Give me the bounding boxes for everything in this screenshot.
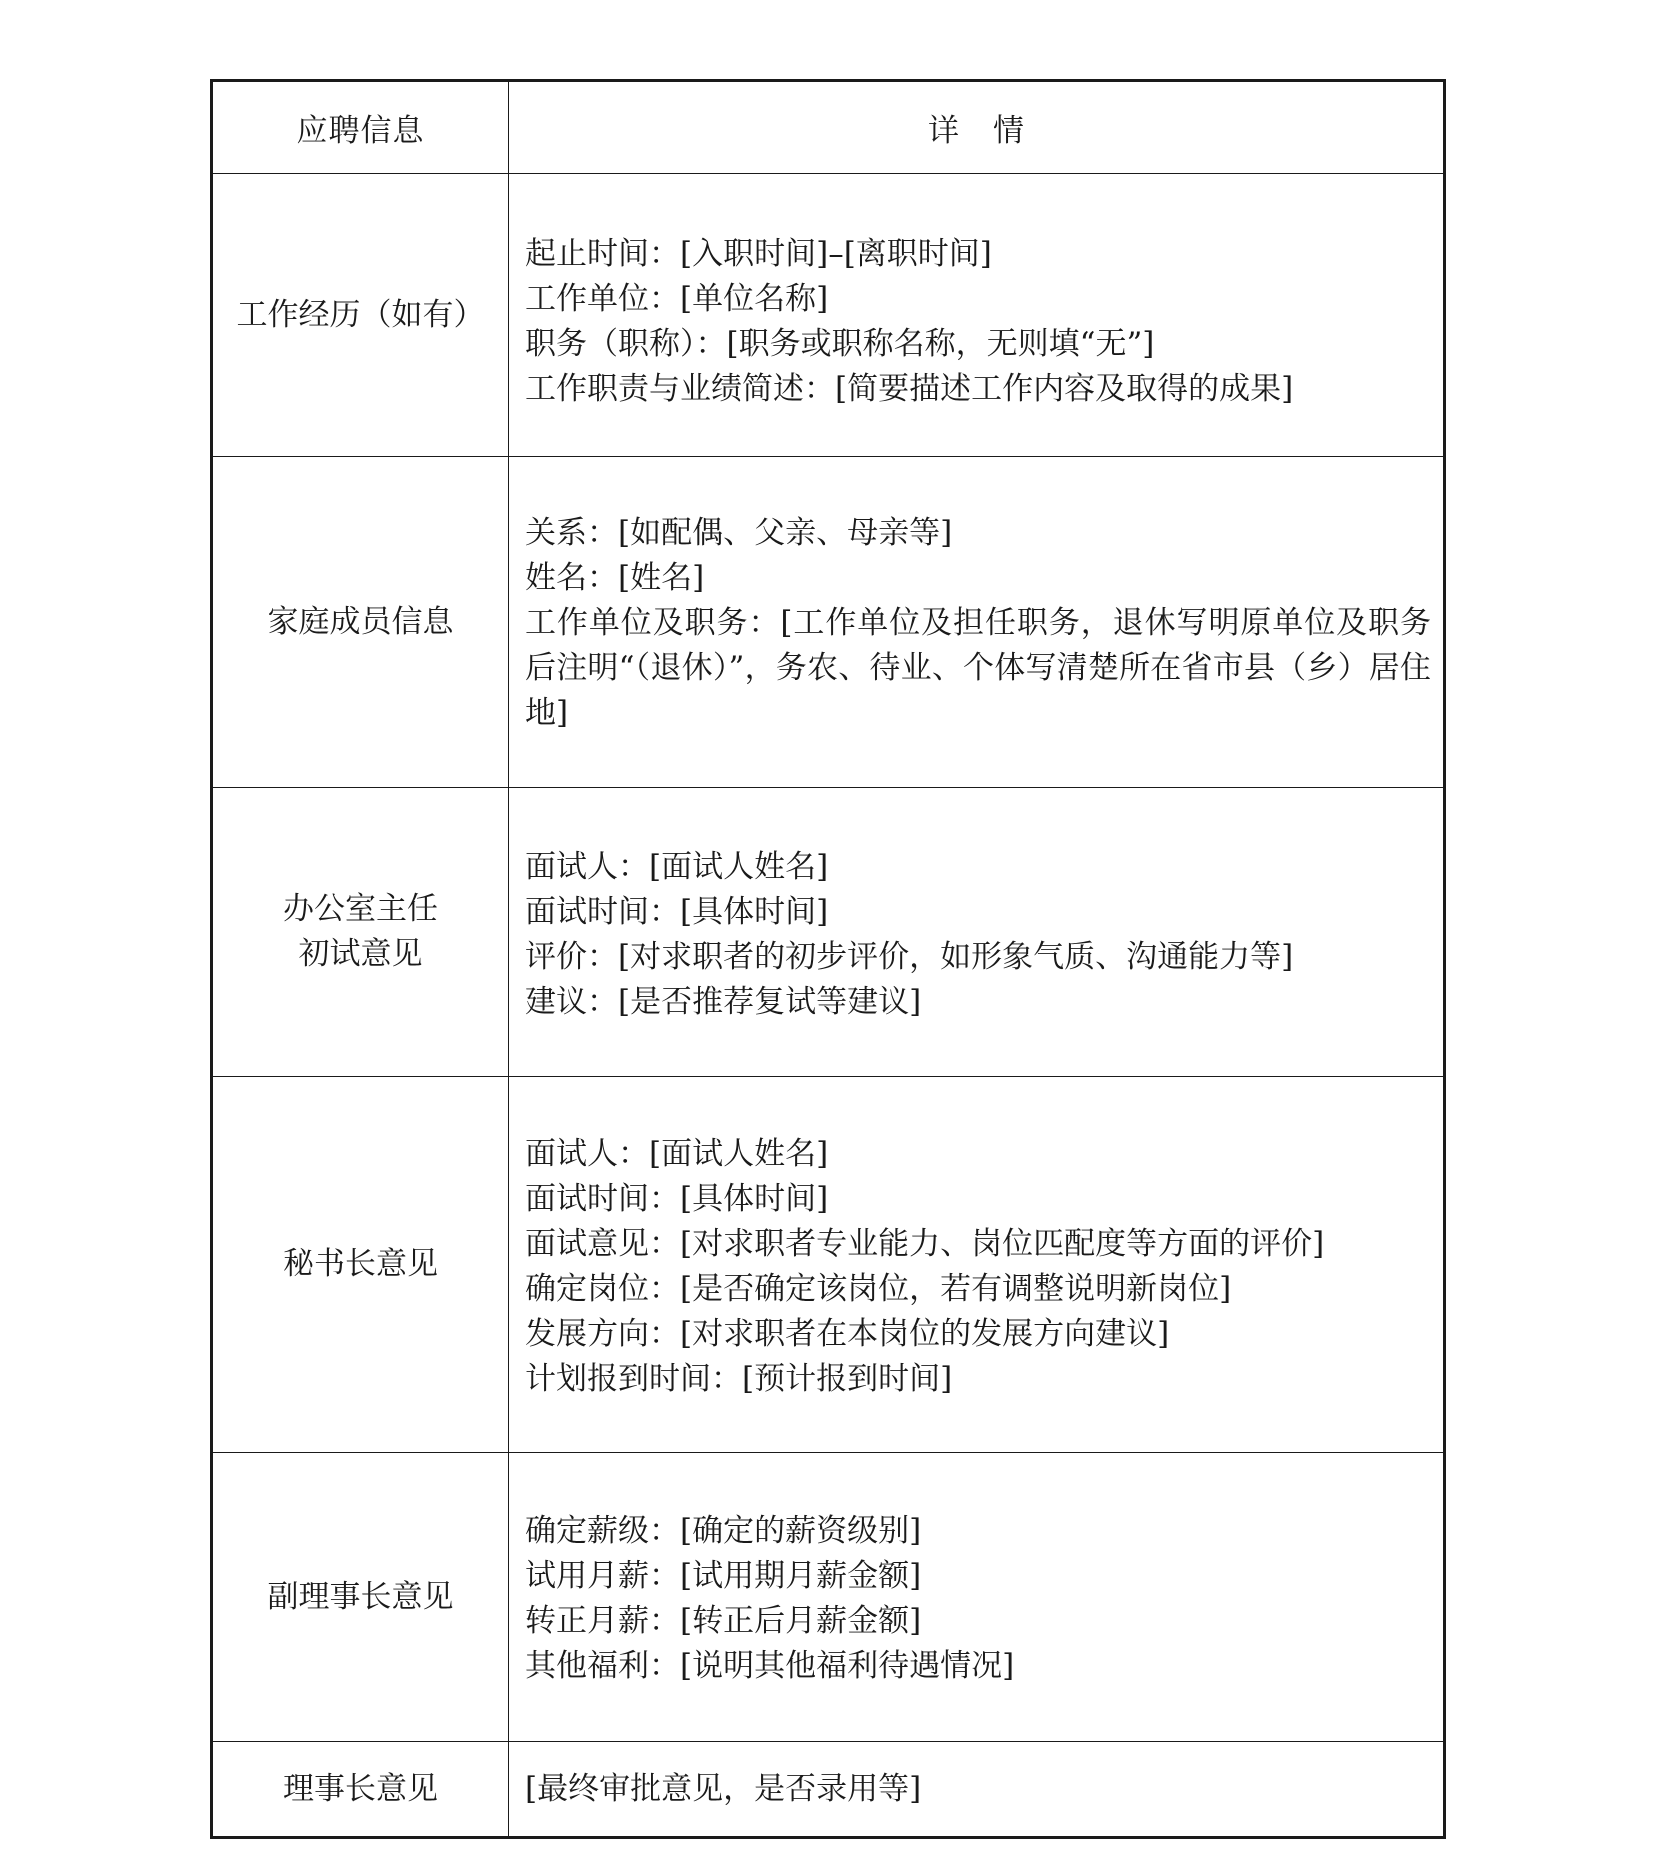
detail-line: 确定岗位：[是否确定该岗位，若有调整说明新岗位] [525,1270,1232,1307]
row-detail [509,1742,1445,1838]
table-row-vice-chairman-opinion [212,1453,1445,1742]
detail-line: 转正月薪：[转正后月薪金额] [525,1603,922,1639]
detail-line: 面试时间：[具体时间] [525,894,829,930]
detail-line: 发展方向：[对求职者在本岗位的发展方向建议] [525,1315,1170,1352]
detail-line: 工作单位及职务：[工作单位及担任职务，退休写明原单位及职务后注明“（退休）”，务农、待业、个体写清楚所在省市县（乡）居住地] [525,604,1431,731]
detail-line: 建议：[是否推荐复试等建议] [525,984,922,1020]
table-row-work-experience [212,174,1445,457]
row-detail [509,788,1445,1077]
detail-line: 关系：[如配偶、父亲、母亲等] [525,514,953,551]
table-row-secretary-general-opinion [212,1077,1445,1453]
row-label [212,1453,509,1742]
detail-line: 确定薪级：[确定的薪资级别] [525,1513,922,1549]
detail-line: 面试意见：[对求职者专业能力、岗位匹配度等方面的评价] [525,1225,1325,1262]
detail-line: 面试人：[面试人姓名] [525,1135,829,1172]
detail-line: 面试人：[面试人姓名] [525,849,829,885]
row-detail [509,1453,1445,1742]
detail-line: 姓名：[姓名] [525,559,705,596]
table-header-row [212,81,1445,174]
detail-line: 起止时间：[入职时间]–[离职时间] [525,236,992,272]
row-detail [509,174,1445,457]
detail-line: 工作职责与业绩简述：[简要描述工作内容及取得的成果] [525,371,1294,407]
row-label-line: 初试意见 [298,936,423,972]
table-row-family-members [212,457,1445,788]
detail-line: 试用月薪：[试用期月薪金额] [525,1558,922,1594]
row-label [212,1077,509,1453]
row-detail [509,457,1445,788]
row-label-line: 副理事长意见 [267,1578,454,1615]
row-label [212,457,509,788]
header-detail-cell: 详情 [509,81,1445,174]
row-label-line: 工作经历（如有） [236,296,485,333]
row-label-line: 理事长意见 [283,1770,438,1807]
row-label-line: 家庭成员信息 [267,603,454,640]
row-label [212,1742,509,1838]
detail-line: 面试时间：[具体时间] [525,1180,829,1217]
row-label-line: 办公室主任 [283,891,438,927]
detail-line: 其他福利：[说明其他福利待遇情况] [525,1648,1015,1684]
detail-line: 职务（职称）：[职务或职称名称，无则填“无”] [525,326,1155,362]
header-label-cell: 应聘信息 [212,81,509,174]
detail-line: [最终审批意见，是否录用等] [525,1770,922,1807]
row-label [212,174,509,457]
detail-line: 工作单位：[单位名称] [525,281,829,317]
row-detail [509,1077,1445,1453]
table-row-chairman-opinion [212,1742,1445,1838]
application-form-table [210,79,1446,1839]
detail-line: 计划报到时间：[预计报到时间] [525,1360,953,1397]
row-label [212,788,509,1077]
row-label-line: 秘书长意见 [283,1246,438,1282]
table-row-office-director-opinion [212,788,1445,1077]
detail-line: 评价：[对求职者的初步评价，如形象气质、沟通能力等] [525,939,1294,975]
